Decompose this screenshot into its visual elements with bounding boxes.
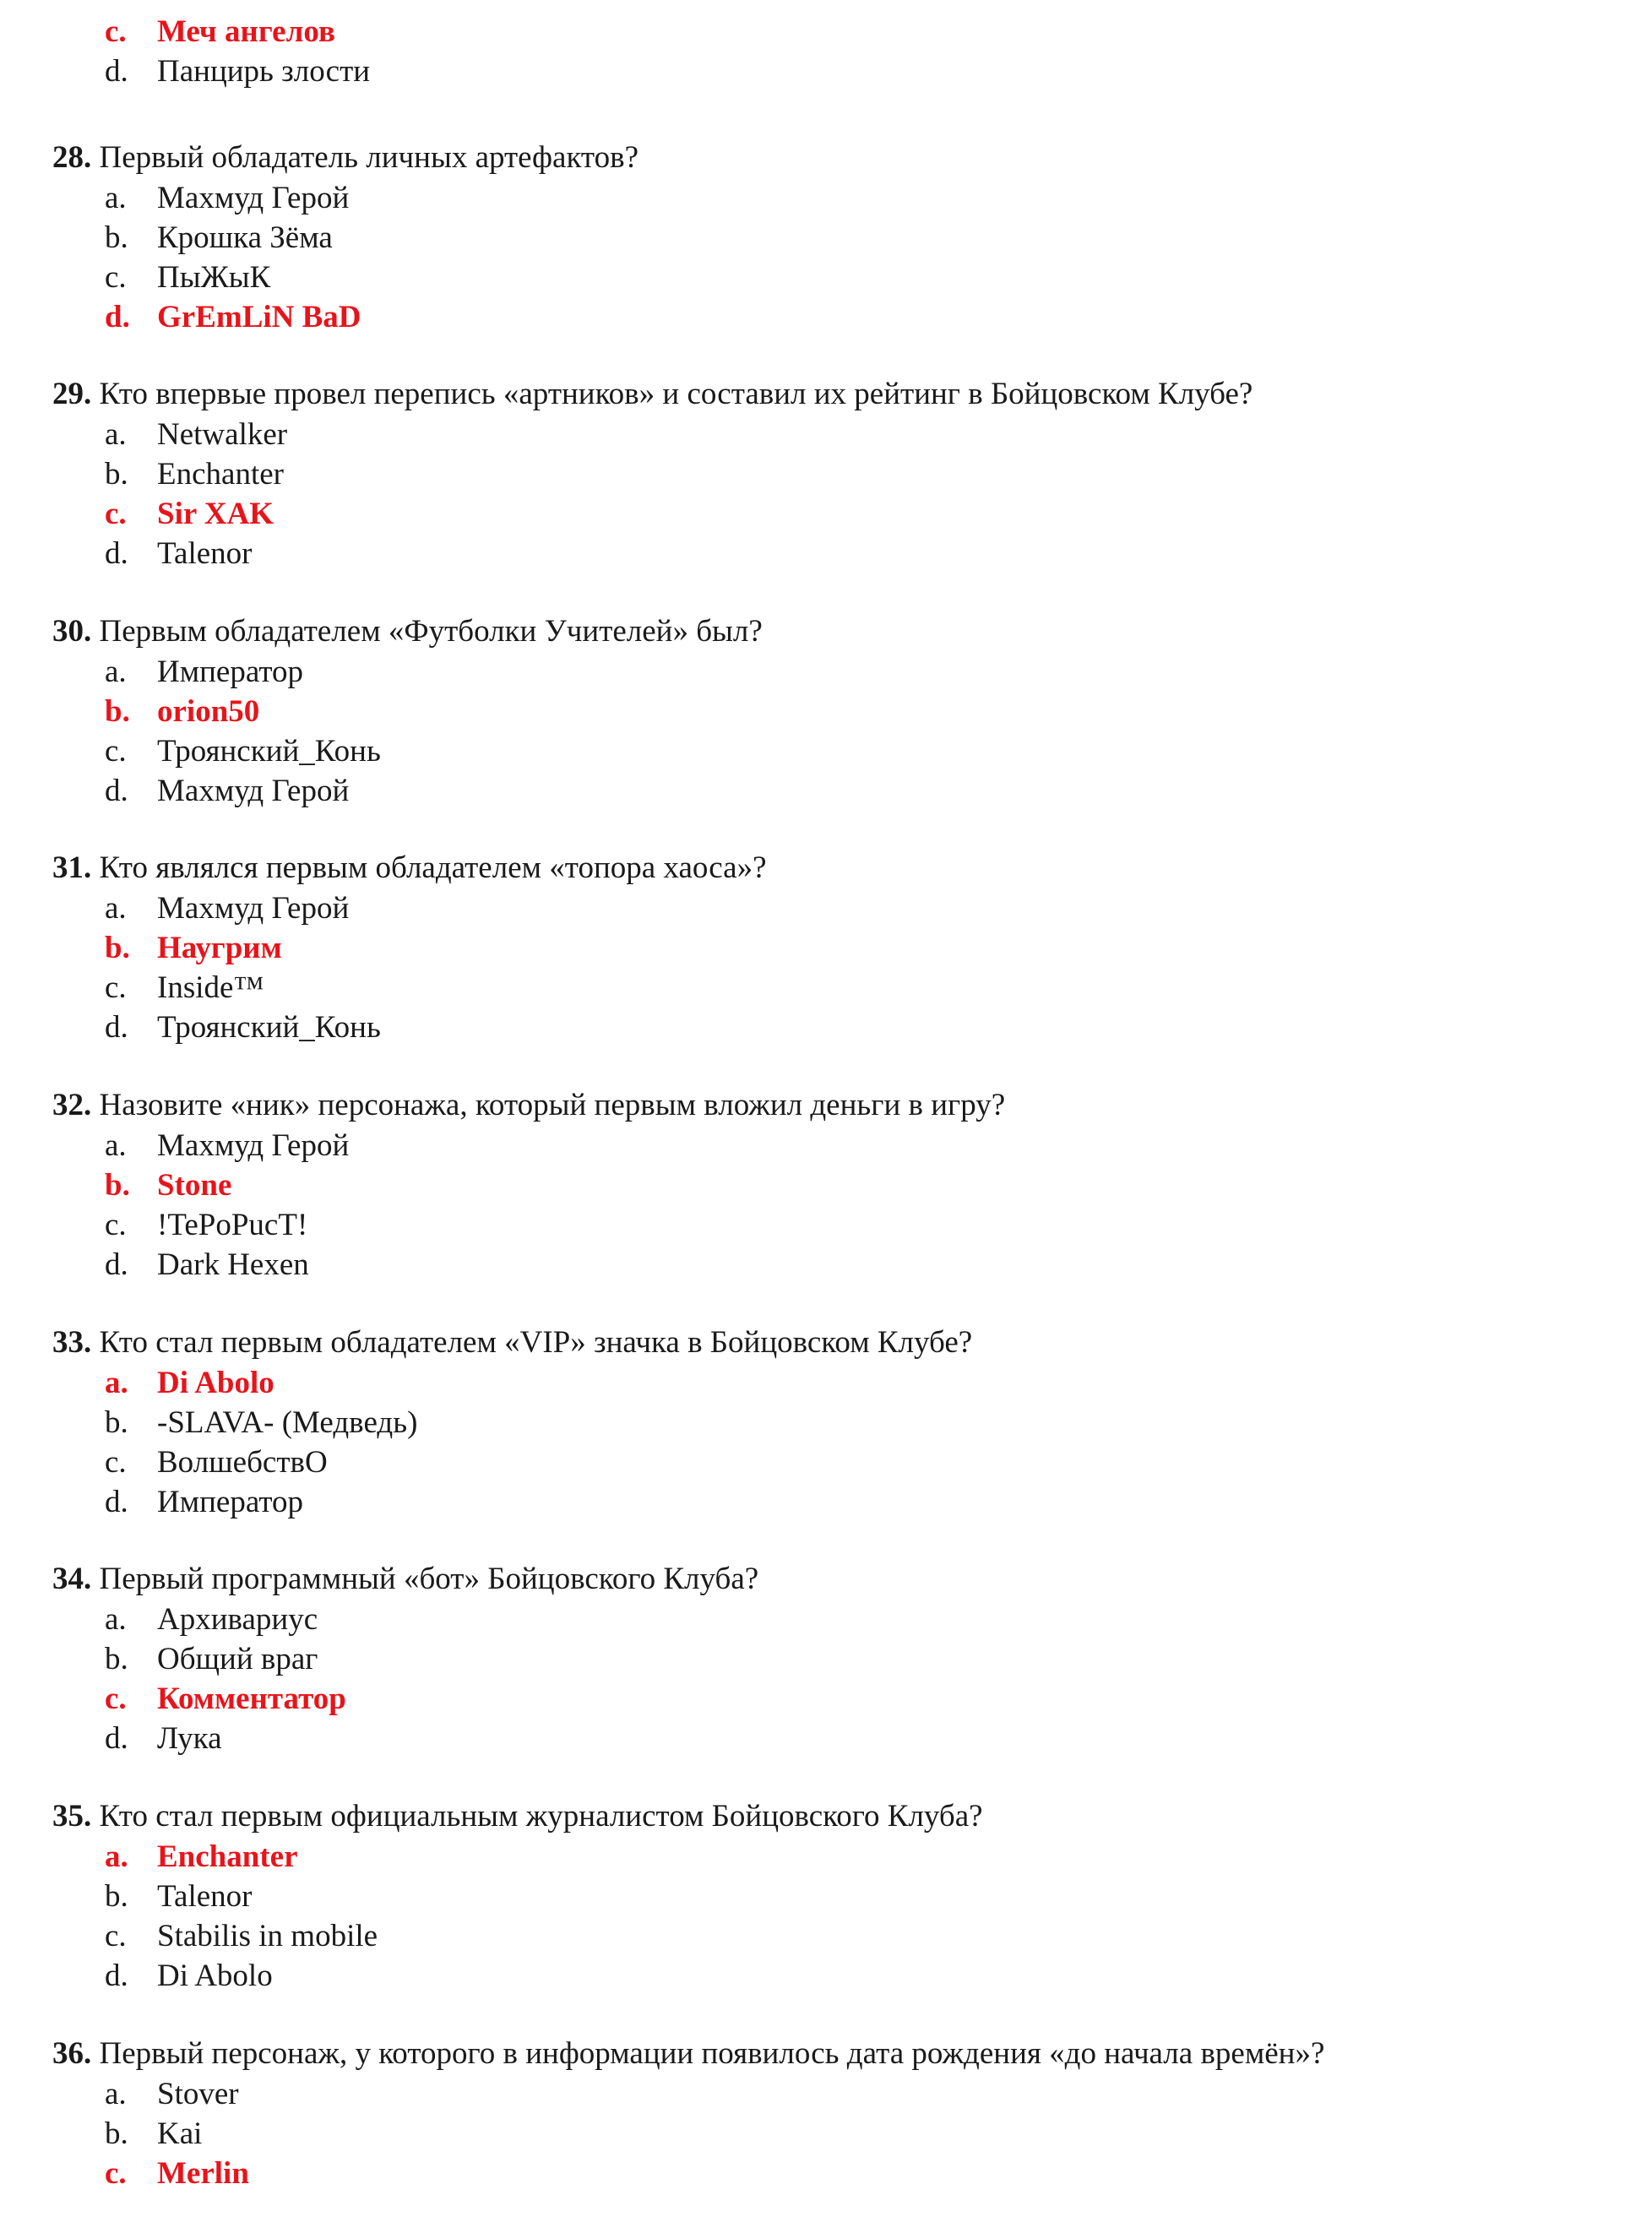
question-text: Первый программный «бот» Бойцовского Клуба? <box>99 1562 759 1596</box>
answer-option <box>0 454 1253 494</box>
option-letter: b. <box>105 1405 128 1440</box>
option-text: Talenor <box>157 1879 253 1914</box>
option-text: Di Abolo <box>157 1959 273 1993</box>
option-letter: b. <box>105 220 128 255</box>
option-letter: c. <box>105 970 127 1005</box>
option-text: Di Abolo <box>157 1366 274 1400</box>
option-letter: d. <box>105 1485 128 1519</box>
answer-option <box>0 1126 1005 1165</box>
option-text: ПыЖыК <box>157 260 271 295</box>
question-title <box>0 374 1253 415</box>
option-text: Netwalker <box>157 417 288 452</box>
question-number: 32. <box>52 1088 92 1122</box>
answer-option <box>0 1877 983 1916</box>
option-letter: c. <box>105 260 127 295</box>
question-title <box>0 1559 758 1600</box>
option-letter: a. <box>105 2077 127 2111</box>
question-title <box>0 1323 972 1363</box>
answer-option <box>0 1639 758 1679</box>
answer-option <box>0 968 767 1008</box>
option-letter: d. <box>105 300 130 334</box>
option-letter: d. <box>105 1010 128 1045</box>
option-text: Крошка Зёма <box>157 220 333 255</box>
option-text: !TePoPucT! <box>157 1208 308 1242</box>
answer-option <box>0 731 763 771</box>
option-letter: a. <box>105 1366 128 1400</box>
question-text: Кто стал первым обладателем «VIP» значка в Бойцовском Клубе? <box>99 1325 973 1360</box>
option-letter: c. <box>105 497 127 531</box>
answer-option <box>0 1719 758 1758</box>
question-number: 29. <box>52 377 92 411</box>
option-letter: c. <box>105 2156 127 2191</box>
option-text: Stabilis in mobile <box>157 1919 378 1953</box>
option-text: Enchanter <box>157 457 284 492</box>
option-text: Архивариус <box>157 1602 318 1637</box>
question-34 <box>0 1559 758 1758</box>
question-title <box>0 2034 1324 2074</box>
answer-option <box>0 928 767 968</box>
option-text: Dark Hexen <box>157 1247 309 1282</box>
option-letter: c. <box>105 14 127 49</box>
option-text: Троянский_Конь <box>157 734 381 769</box>
option-text: Merlin <box>157 2156 249 2191</box>
option-letter: d. <box>105 774 128 808</box>
answer-option <box>0 1165 1005 1205</box>
option-letter: d. <box>105 1247 128 1282</box>
option-letter: a. <box>105 1128 127 1163</box>
question-31 <box>0 848 767 1047</box>
answer-option <box>0 1403 972 1442</box>
option-letter: a. <box>105 891 127 926</box>
question-number: 36. <box>52 2036 92 2071</box>
option-text: Махмуд Герой <box>157 774 350 808</box>
answer-option <box>0 258 639 297</box>
answer-option <box>0 494 1253 534</box>
option-text: Меч ангелов <box>157 14 335 49</box>
option-letter: b. <box>105 694 130 729</box>
option-letter: a. <box>105 655 127 689</box>
option-letter: c. <box>105 1682 127 1716</box>
question-number: 28. <box>52 140 92 175</box>
answer-option <box>0 218 639 258</box>
question-title <box>0 138 639 178</box>
option-text: ВолшебствО <box>157 1445 328 1480</box>
option-text: Панцирь злости <box>157 54 371 89</box>
question-title <box>0 848 767 888</box>
option-letter: d. <box>105 54 128 89</box>
answer-option <box>0 1363 972 1403</box>
question-number: 30. <box>52 614 92 649</box>
answer-option <box>0 771 763 811</box>
question-33 <box>0 1323 972 1522</box>
answer-option <box>0 534 1253 573</box>
option-letter: d. <box>105 536 128 571</box>
answer-option <box>0 1008 767 1047</box>
answer-option <box>0 1916 983 1956</box>
option-text: Махмуд Герой <box>157 1128 350 1163</box>
answer-option <box>0 178 639 218</box>
option-letter: a. <box>105 1602 127 1637</box>
option-text: Махмуд Герой <box>157 181 350 215</box>
answer-option <box>0 1837 983 1877</box>
answer-option <box>0 1245 1005 1285</box>
option-text: -SLAVA- (Медведь) <box>157 1405 418 1440</box>
question-text: Кто стал первым официальным журналистом Бойцовского Клуба? <box>99 1799 983 1834</box>
option-text: Император <box>157 1485 304 1519</box>
answer-option <box>0 692 763 731</box>
option-text: Император <box>157 655 304 689</box>
answer-option <box>0 1442 972 1482</box>
option-text: Махмуд Герой <box>157 891 350 926</box>
answer-option <box>0 1482 972 1522</box>
question-36 <box>0 2034 1324 2193</box>
option-text: Sir XAK <box>157 497 274 531</box>
answer-option <box>0 2154 1324 2193</box>
option-letter: d. <box>105 1959 128 1993</box>
option-text: Лука <box>157 1721 222 1756</box>
answer-option <box>0 1600 758 1639</box>
option-text: Комментатор <box>157 1682 346 1716</box>
question-30 <box>0 611 763 811</box>
option-text: Наугрим <box>157 931 282 965</box>
answer-option <box>0 652 763 692</box>
question-28 <box>0 138 639 337</box>
answer-option <box>0 2074 1324 2114</box>
option-letter: b. <box>105 1168 130 1203</box>
option-letter: a. <box>105 181 127 215</box>
answer-option <box>0 1205 1005 1245</box>
question-text: Первый персонаж, у которого в информации появилось дата рождения «до начала времён»? <box>99 2036 1325 2071</box>
option-letter: b. <box>105 457 128 492</box>
option-text: Inside™ <box>157 970 264 1005</box>
option-letter: c. <box>105 1445 127 1480</box>
option-letter: b. <box>105 1642 128 1676</box>
option-text: Enchanter <box>157 1839 298 1874</box>
option-text: Троянский_Конь <box>157 1010 381 1045</box>
question-29 <box>0 374 1253 573</box>
answer-option <box>0 1679 758 1719</box>
question-text: Первым обладателем «Футболки Учителей» был? <box>99 614 763 649</box>
option-text: orion50 <box>157 694 260 729</box>
question-32 <box>0 1085 1005 1285</box>
option-text: GrEmLiN BaD <box>157 300 361 334</box>
option-text: Talenor <box>157 536 253 571</box>
option-letter: b. <box>105 1879 128 1914</box>
option-letter: c. <box>105 734 127 769</box>
option-text: Stover <box>157 2077 239 2111</box>
answer-option <box>0 297 639 337</box>
option-text: Общий враг <box>157 1642 318 1676</box>
option-letter: b. <box>105 2116 128 2151</box>
option-letter: a. <box>105 1839 128 1874</box>
question-text: Кто впервые провел перепись «артников» и составил их рейтинг в Бойцовском Клубе? <box>99 377 1253 411</box>
option-letter: c. <box>105 1208 127 1242</box>
question-title <box>0 1085 1005 1126</box>
question-text: Назовите «ник» персонажа, который первым вложил деньги в игру? <box>99 1088 1006 1122</box>
answer-option <box>0 1956 983 1996</box>
option-letter: a. <box>105 417 127 452</box>
option-letter: d. <box>105 1721 128 1756</box>
answer-option <box>0 415 1253 454</box>
question-title <box>0 1796 983 1837</box>
answer-option <box>0 888 767 928</box>
answer-option <box>0 2114 1324 2154</box>
option-letter: c. <box>105 1919 127 1953</box>
question-text: Кто являлся первым обладателем «топора хаоса»? <box>99 850 767 885</box>
option-text: Stone <box>157 1168 232 1203</box>
question-number: 35. <box>52 1799 92 1834</box>
option-letter: b. <box>105 931 130 965</box>
question-number: 34. <box>52 1562 92 1596</box>
question-number: 31. <box>52 850 92 885</box>
question-35 <box>0 1796 983 1996</box>
question-title <box>0 611 763 652</box>
option-text: Kai <box>157 2116 203 2151</box>
question-number: 33. <box>52 1325 92 1360</box>
question-text: Первый обладатель личных артефактов? <box>99 140 639 175</box>
